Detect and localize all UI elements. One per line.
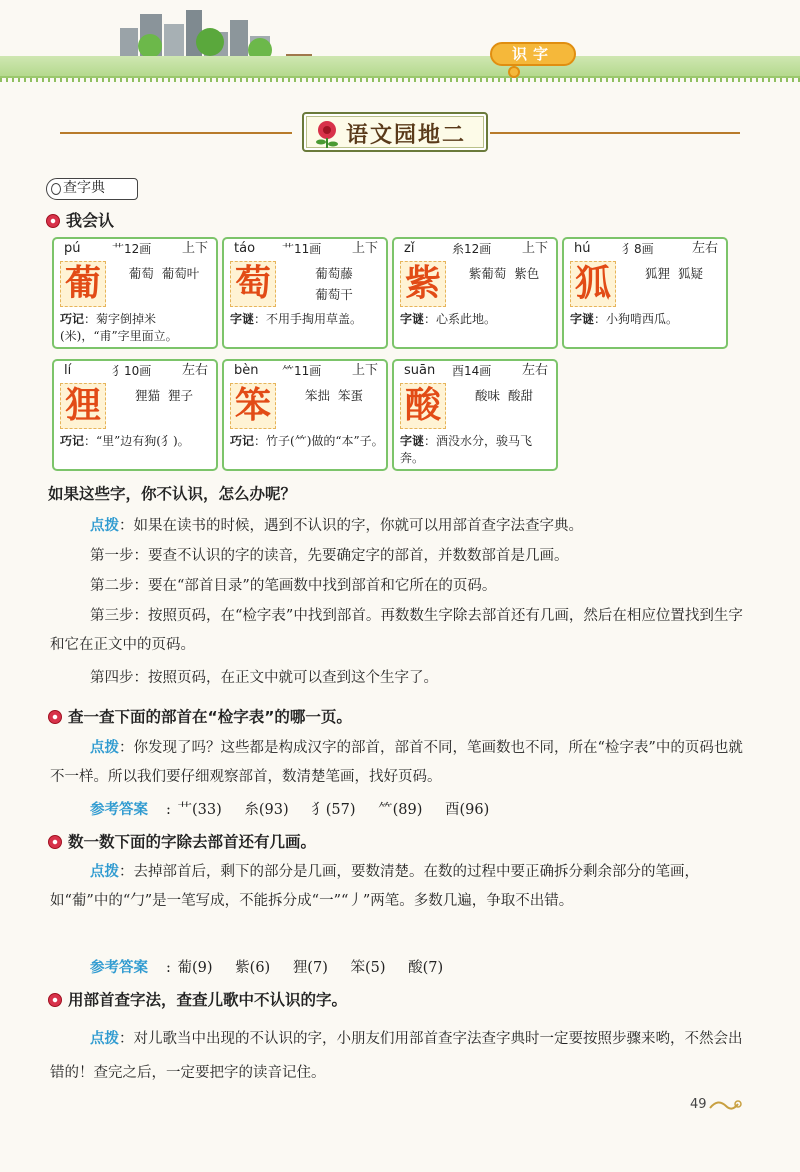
card-radical-strokes: 糸12画 bbox=[452, 242, 492, 256]
card-words bbox=[454, 263, 554, 309]
tab-knob-icon bbox=[508, 66, 520, 78]
card-note-label: 巧记 bbox=[60, 312, 85, 326]
card-structure: 上下 bbox=[521, 241, 548, 256]
card-character: 酸 bbox=[400, 383, 446, 429]
card-word: 葡萄藤 bbox=[315, 266, 353, 281]
card-pinyin: zǐ bbox=[404, 241, 415, 256]
flower-bullet-icon bbox=[48, 993, 62, 1007]
card-note-label: 字谜 bbox=[400, 312, 425, 326]
q4-hint bbox=[50, 1022, 750, 1090]
step-4: 第四步：按照页码，在正文中就可以查到这个生字了。 bbox=[90, 670, 438, 686]
card-header bbox=[394, 361, 556, 381]
answer-item: 笨(5) bbox=[350, 960, 386, 976]
card-note-label: 字谜 bbox=[400, 434, 425, 448]
character-cards bbox=[52, 237, 732, 477]
answer-colon: : bbox=[166, 802, 171, 818]
title-divider-right bbox=[490, 132, 740, 134]
step-1: 第一步：要查不认识的字的读音，先要确定字的部首，并数数部首是几画。 bbox=[90, 548, 569, 564]
header-dotted-line bbox=[0, 78, 800, 82]
card-radical-strokes: 艹12画 bbox=[112, 242, 152, 256]
card-note-text: ：小狗啃西瓜。 bbox=[594, 312, 679, 326]
character-card bbox=[52, 237, 218, 349]
card-words bbox=[284, 263, 384, 309]
card-note bbox=[400, 311, 554, 328]
card-word: 狸子 bbox=[167, 388, 193, 403]
question-2 bbox=[48, 705, 352, 727]
card-word: 紫葡萄 bbox=[468, 266, 507, 281]
card-character: 笨 bbox=[230, 383, 276, 429]
question-3-text: 数一数下面的字除去部首还有几画。 bbox=[68, 833, 317, 851]
card-pinyin: lí bbox=[64, 363, 72, 378]
card-note-label: 字谜 bbox=[570, 312, 595, 326]
card-words bbox=[624, 263, 724, 309]
q3-answers bbox=[90, 956, 461, 977]
card-header bbox=[224, 239, 386, 259]
card-word: 笨蛋 bbox=[337, 388, 363, 403]
character-card bbox=[392, 237, 558, 349]
swirl-ornament-icon bbox=[708, 1096, 744, 1116]
card-word: 狐狸 bbox=[645, 266, 671, 281]
card-word: 狐疑 bbox=[677, 266, 703, 281]
q2-answers bbox=[90, 798, 507, 819]
question-2-text: 查一查下面的部首在“检字表”的哪一页。 bbox=[68, 708, 352, 726]
character-card bbox=[222, 359, 388, 471]
card-word: 酸味 bbox=[475, 388, 501, 403]
step-2: 第二步：要在“部首目录”的笔画数中找到部首和它所在的页码。 bbox=[90, 578, 497, 594]
card-word: 葡萄叶 bbox=[161, 266, 200, 281]
hint-text: ：如果在读书的时候，遇到不认识的字，你就可以用部首查字法查字典。 bbox=[119, 518, 583, 534]
answer-item: 犭(57) bbox=[311, 802, 356, 818]
q3-hint bbox=[50, 858, 750, 916]
card-note-text: ：菊字倒掉米(米)，“甫”字里面立。 bbox=[60, 312, 178, 343]
answer-item: 狸(7) bbox=[292, 960, 328, 976]
page-header bbox=[0, 0, 800, 82]
card-words bbox=[114, 263, 214, 309]
card-header bbox=[54, 239, 216, 259]
flower-bullet-icon bbox=[46, 214, 60, 228]
card-word: 酸甜 bbox=[507, 388, 533, 403]
card-radical-strokes: 酉14画 bbox=[452, 364, 492, 378]
section-heading-text: 我会认 bbox=[66, 211, 115, 230]
answer-label: 参考答案 bbox=[90, 960, 148, 976]
card-note bbox=[400, 433, 554, 467]
card-structure: 左右 bbox=[691, 241, 718, 256]
answer-item: 艹(33) bbox=[177, 802, 222, 818]
card-pinyin: pú bbox=[64, 241, 81, 256]
answer-colon: : bbox=[166, 960, 171, 976]
card-pinyin: suān bbox=[404, 363, 436, 378]
page-title-frame bbox=[302, 112, 488, 152]
card-note-text: ：心系此地。 bbox=[424, 312, 497, 326]
card-note bbox=[60, 433, 214, 450]
card-character: 萄 bbox=[230, 261, 276, 307]
card-header bbox=[54, 361, 216, 381]
card-header bbox=[394, 239, 556, 259]
card-word: 紫色 bbox=[514, 266, 540, 281]
card-note-text: ：竹子(⺮)做的“本”子。 bbox=[254, 434, 384, 448]
card-character: 狸 bbox=[60, 383, 106, 429]
question-3 bbox=[48, 830, 316, 852]
card-pinyin: bèn bbox=[234, 363, 259, 378]
card-character: 紫 bbox=[400, 261, 446, 307]
card-word: 笨拙 bbox=[305, 388, 331, 403]
answer-item: 酸(7) bbox=[408, 960, 444, 976]
hint-label: 点拨 bbox=[90, 740, 119, 756]
card-note-text: ：酒没水分，骏马飞奔。 bbox=[400, 434, 533, 465]
answer-item: 葡(9) bbox=[177, 960, 213, 976]
card-words bbox=[454, 385, 554, 431]
section-tab: 识字 bbox=[490, 42, 576, 66]
card-character: 狐 bbox=[570, 261, 616, 307]
page-title: 语文园地二 bbox=[346, 123, 467, 148]
card-header bbox=[564, 239, 726, 259]
q1-hint bbox=[50, 512, 750, 541]
card-character: 葡 bbox=[60, 261, 106, 307]
card-header bbox=[224, 361, 386, 381]
card-structure: 左右 bbox=[181, 363, 208, 378]
answer-label: 参考答案 bbox=[90, 802, 148, 818]
hint-label: 点拨 bbox=[90, 518, 119, 534]
card-radical-strokes: 犭10画 bbox=[112, 364, 152, 378]
flower-bullet-icon bbox=[48, 835, 62, 849]
card-words bbox=[114, 385, 214, 431]
card-structure: 上下 bbox=[351, 241, 378, 256]
hint-label: 点拨 bbox=[90, 864, 119, 880]
answer-item: ⺮(89) bbox=[378, 802, 423, 818]
character-card bbox=[52, 359, 218, 471]
card-word: 葡萄干 bbox=[315, 287, 353, 302]
answer-item: 紫(6) bbox=[235, 960, 271, 976]
character-card bbox=[562, 237, 728, 349]
card-structure: 左右 bbox=[521, 363, 548, 378]
card-word: 葡萄 bbox=[128, 266, 154, 281]
page-title-row bbox=[60, 110, 740, 156]
rose-icon bbox=[310, 116, 344, 150]
card-structure: 上下 bbox=[181, 241, 208, 256]
character-card bbox=[222, 237, 388, 349]
card-note bbox=[230, 433, 384, 450]
card-radical-strokes: 艹11画 bbox=[282, 242, 322, 256]
character-card bbox=[392, 359, 558, 471]
dictionary-tag: 查字典 bbox=[46, 178, 138, 200]
card-radical-strokes: ⺮11画 bbox=[282, 364, 322, 378]
question-4 bbox=[48, 988, 347, 1010]
card-note-text: ：“里”边有狗(犭)。 bbox=[84, 434, 190, 448]
page-number: 49 bbox=[690, 1097, 707, 1112]
card-radical-strokes: 犭8画 bbox=[622, 242, 654, 256]
hint-text: ：去掉部首后，剩下的部分是几画，要数清楚。在数的过程中要正确拆分剩余部分的笔画，如“葡”中的“勹”是一笔写成，不能拆分成“一”“丿”两笔。多数几遍，争取不出错。 bbox=[50, 864, 699, 909]
hint-text: ：你发现了吗？这些都是构成汉字的部首，部首不同，笔画数也不同，所在“检字表”中的页码也就不一样。所以我们要仔细观察部首，数清楚笔画，找好页码。 bbox=[50, 740, 743, 785]
card-note-label: 巧记 bbox=[230, 434, 255, 448]
hint-text: ：对儿歌当中出现的不认识的字，小朋友们用部首查字法查字典时一定要按照步骤来哟，不然会出错的！查完之后，一定要把字的读音记住。 bbox=[50, 1031, 743, 1081]
title-divider-left bbox=[60, 132, 292, 134]
section-heading-recognize bbox=[46, 208, 114, 231]
q2-hint bbox=[50, 734, 750, 792]
card-pinyin: táo bbox=[234, 241, 256, 256]
card-note bbox=[230, 311, 384, 328]
card-structure: 上下 bbox=[351, 363, 378, 378]
header-band bbox=[0, 56, 800, 78]
hint-label: 点拨 bbox=[90, 1031, 119, 1047]
answer-item: 酉(96) bbox=[445, 802, 490, 818]
flower-bullet-icon bbox=[48, 710, 62, 724]
card-note bbox=[60, 311, 214, 345]
answer-item: 糸(93) bbox=[244, 802, 289, 818]
card-note bbox=[570, 311, 724, 328]
card-note-label: 巧记 bbox=[60, 434, 85, 448]
question-4-text: 用部首查字法，查查儿歌中不认识的字。 bbox=[68, 991, 348, 1009]
card-note-label: 字谜 bbox=[230, 312, 255, 326]
card-note-text: ：不用手掏用草盖。 bbox=[254, 312, 363, 326]
card-pinyin: hú bbox=[574, 241, 591, 256]
card-word: 狸猫 bbox=[135, 388, 161, 403]
step-3: 第三步：按照页码，在“检字表”中找到部首。再数数生字除去部首还有几画，然后在相应位置找到生字和它在正文中的页码。 bbox=[50, 608, 743, 653]
card-words bbox=[284, 385, 384, 431]
question-1: 如果这些字，你不认识，怎么办呢？ bbox=[48, 485, 297, 503]
